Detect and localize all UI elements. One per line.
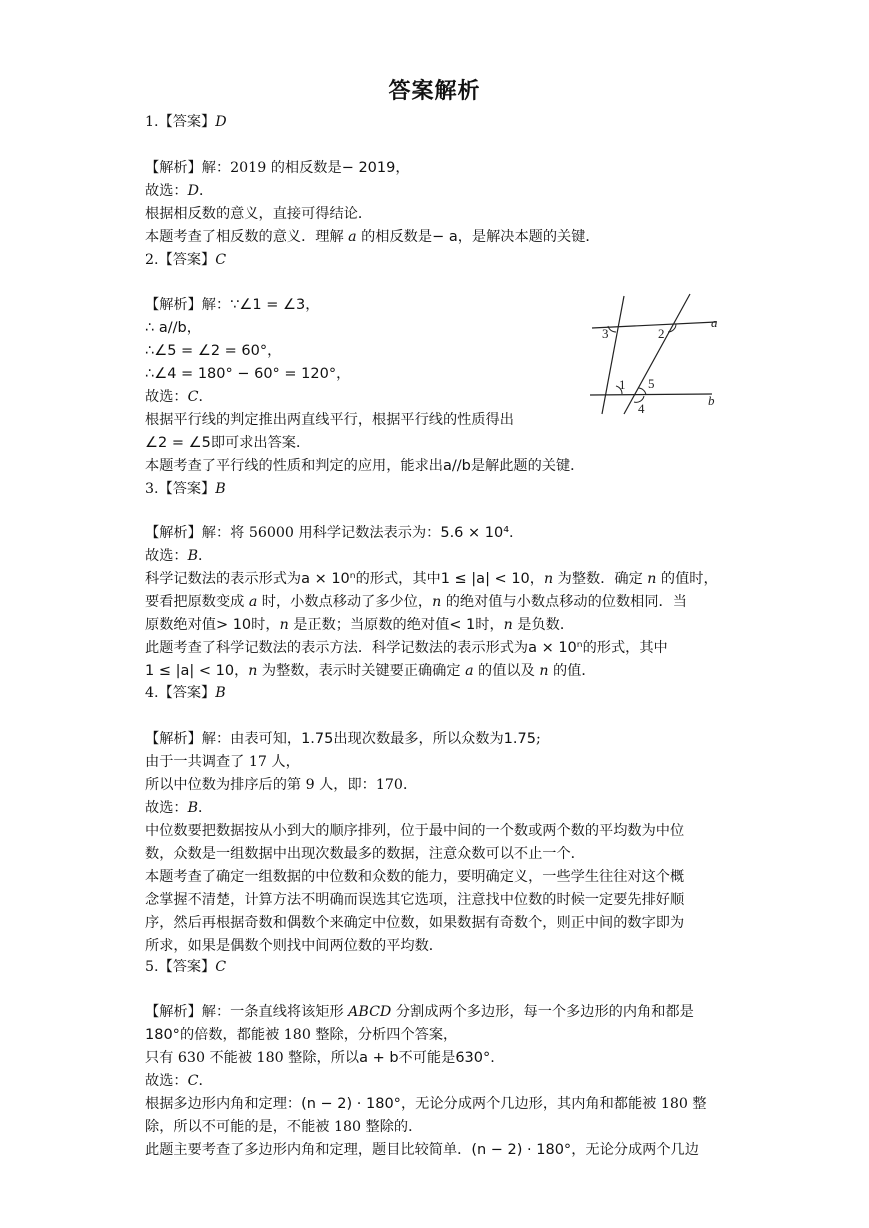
q1-note-line: 根据相反数的意义，直接可得结论． [145, 206, 373, 222]
q4-text: 故选： [145, 800, 188, 816]
q3-math: > 10 [215, 617, 252, 633]
q2-summary-line [145, 456, 584, 476]
q3-analysis-line [145, 523, 514, 543]
q2-text: 是解此题的关键． [470, 458, 585, 474]
q3-text: 的形式，其中 [582, 640, 668, 656]
q3-text: ． [198, 548, 213, 564]
q2-answer-label: 2.【答案】 [145, 252, 216, 268]
angle-label-5: 5 [648, 376, 655, 391]
q3-text: 的绝对值与小数点移动的位数相同．当 [441, 594, 687, 610]
q2-text: 【解析】解： [145, 297, 231, 313]
q5-text: 只有 630 不能被 180 整除，所以 [145, 1050, 360, 1066]
q3-choice: B [187, 548, 199, 564]
q1-math: − a [432, 229, 458, 245]
q2-note-line [145, 433, 310, 453]
q2-answer-line [145, 250, 226, 270]
q3-math: a × 10ⁿ [301, 571, 356, 587]
q3-text: 为整数，表示时关键要正确确定 [257, 663, 466, 679]
transversal-left [602, 296, 624, 414]
q1-answer-value: D [215, 114, 227, 130]
q5-math: (n − 2) · 180° [301, 1096, 401, 1112]
q2-text: ， [336, 366, 351, 382]
q5-text: 根据多边形内角和定理： [145, 1096, 302, 1112]
q5-text: ． [198, 1073, 213, 1089]
q4-note-line: 数，众数是一组数据中出现次数最多的数据，注意众数可以不止一个． [145, 846, 585, 862]
q4-text: 出现次数最多，所以众数为 [333, 731, 504, 747]
q3-var: n [543, 571, 554, 587]
q1-choice: D [187, 183, 199, 199]
q2-step-line [145, 318, 201, 338]
q5-text: ，无论分成两个几边形，其内角和都能被 180 整 [400, 1096, 707, 1112]
q4-answer-line [145, 683, 226, 703]
q5-math: 630° [455, 1050, 491, 1066]
q1-choice-line [145, 181, 213, 201]
q3-text: 时， [475, 617, 504, 633]
q3-text: . [509, 525, 514, 541]
q3-answer-value: B [215, 481, 226, 497]
q5-choice: C [187, 1073, 199, 1089]
q4-summary-line: 序，然后再根据奇数和偶数个来确定中位数，如果数据有奇数个，则正中间的数字即为 [145, 915, 685, 931]
q4-note-line: 中位数要把数据按从小到大的顺序排列，位于最中间的一个数或两个数的平均数为中位 [145, 823, 685, 839]
q5-text: . [490, 1050, 495, 1066]
q3-text: 是负数． [512, 617, 575, 633]
q3-text: 原数绝对值 [145, 617, 216, 633]
angle-label-3: 3 [602, 326, 609, 341]
q4-text: ; [535, 731, 541, 747]
line-label-b: b [708, 393, 715, 408]
q4-answer-value: B [215, 685, 226, 701]
line-a [592, 322, 716, 328]
q2-step-line [145, 364, 350, 384]
q3-var: n [279, 617, 289, 633]
q5-text: 此题主要考查了多边形内角和定理，题目比较简单． [145, 1142, 472, 1158]
q4-math: 1.75 [301, 731, 334, 747]
q3-math: 1 ≤ |a| < 10 [145, 663, 235, 679]
q1-text: ． [198, 183, 214, 199]
q1-text: 【解析】解：2019 的相反数是 [145, 160, 342, 176]
q3-text: 是正数；当原数的绝对值 [288, 617, 450, 633]
q5-summary-line [145, 1140, 699, 1160]
q5-text: 不可能是 [398, 1050, 456, 1066]
q1-math: − 2019 [341, 160, 396, 176]
q4-note-line: 所以中位数为排序后的第 9 人，即：170． [145, 777, 418, 793]
q3-var: a [248, 594, 258, 610]
q3-text: 为整数．确定 [553, 571, 648, 587]
q2-answer-value: C [215, 252, 227, 268]
q2-math: ∠2 = ∠5 [145, 435, 211, 451]
q5-var: ABCD [348, 1004, 392, 1020]
q4-choice: B [187, 800, 199, 816]
q3-text: 要看把原数变成 [145, 594, 249, 610]
q3-answer-line [145, 479, 226, 499]
q3-answer-label: 3.【答案】 [145, 481, 216, 497]
q4-summary-line: 所求，如果是偶数个则找中间两位数的平均数． [145, 938, 443, 954]
q1-var: a [348, 229, 357, 245]
q4-analysis-line [145, 729, 541, 749]
q2-choice-line [145, 387, 213, 407]
q5-text: 故选： [145, 1073, 188, 1089]
q3-var: n [248, 663, 258, 679]
q3-math: < 1 [449, 617, 476, 633]
q4-math: 1.75 [503, 731, 536, 747]
q1-text: 本题考查了相反数的意义．理解 [145, 229, 349, 245]
q1-text: ，是解决本题的关键． [457, 229, 600, 245]
q2-text: ， [267, 343, 282, 359]
page-title: 答案解析 [388, 79, 481, 104]
q4-answer-label: 4.【答案】 [145, 685, 216, 701]
q5-note-line [145, 1094, 707, 1114]
q3-var: n [539, 663, 549, 679]
q1-summary-line [145, 227, 600, 247]
q5-answer-value: C [215, 959, 227, 975]
q2-text: ， [305, 297, 320, 313]
q4-text: 【解析】解：由表可知， [145, 731, 302, 747]
q5-text: 的倍数，都能被 180 整除，分析四个答案， [179, 1027, 458, 1043]
q3-text: 的形式，其中 [355, 571, 441, 587]
line-b [590, 394, 712, 395]
q3-summary-line [145, 638, 668, 658]
angle-label-4: 4 [638, 401, 645, 416]
q2-step-line [145, 341, 281, 361]
q3-note-line [145, 592, 687, 612]
q3-text: 【解析】解：将 56000 用科学记数法表示为： [145, 525, 441, 541]
q5-analysis-line [145, 1002, 694, 1022]
q5-note-line: 除，所以不可能的是，不能被 180 整除的． [145, 1119, 423, 1135]
q5-text: 分割成两个多边形，每一个多边形的内角和都是 [391, 1004, 694, 1020]
q3-var: n [647, 571, 657, 587]
angle-label-2: 2 [658, 326, 665, 341]
q5-choice-line [145, 1071, 213, 1091]
q5-math: a + b [359, 1050, 399, 1066]
q5-answer-line [145, 957, 226, 977]
q5-text: 【解析】解：一条直线将该矩形 [145, 1004, 349, 1020]
q3-math: 5.6 × 10⁴ [440, 525, 510, 541]
q2-text: 故选： [145, 389, 188, 405]
q3-text: ， [529, 571, 544, 587]
q3-var: n [503, 617, 513, 633]
q3-var: n [432, 594, 442, 610]
q3-text: 时， [251, 617, 280, 633]
q1-answer-line [145, 112, 227, 132]
transversal-right [624, 294, 690, 414]
q2-note-line: 根据平行线的判定推出两直线平行，根据平行线的性质得出 [145, 412, 514, 428]
angle-label-1: 1 [619, 377, 626, 392]
q3-text: 的值． [548, 663, 596, 679]
q3-note-line [145, 615, 574, 635]
q4-choice-line [145, 798, 212, 818]
q3-choice-line [145, 546, 212, 566]
q3-text: 科学记数法的表示形式为 [145, 571, 302, 587]
q4-note-line: 由于一共调查了 17 人， [145, 754, 300, 770]
q2-text: ， [186, 320, 201, 336]
q5-note-line [145, 1048, 495, 1068]
q5-answer-label: 5.【答案】 [145, 959, 216, 975]
q5-math: 180° [145, 1027, 180, 1043]
q5-math: (n − 2) · 180° [471, 1142, 572, 1158]
q3-text: 的值以及 [473, 663, 540, 679]
q4-summary-line: 念掌握不清楚，计算方法不明确而误选其它选项，注意找中位数的时候一定要先排好顺 [145, 892, 685, 908]
q4-text: ． [198, 800, 213, 816]
q3-math: a × 10ⁿ [528, 640, 583, 656]
q3-var: a [465, 663, 474, 679]
q2-text: ． [198, 389, 213, 405]
q3-note-line [145, 569, 718, 589]
q2-choice: C [187, 389, 199, 405]
q1-answer-label: 1.【答案】 [145, 114, 216, 130]
q5-note-line [145, 1025, 457, 1045]
q2-math: a//b [442, 458, 471, 474]
parallel-lines-figure [586, 292, 726, 416]
q2-analysis-line [145, 295, 319, 315]
q3-text: 时，小数点移动了多少位， [257, 594, 433, 610]
q3-text: 的值时， [656, 571, 718, 587]
q1-text: 故选： [145, 183, 188, 199]
q2-math: ∴∠4 = 180° − 60° = 120° [145, 366, 337, 382]
q3-text: ， [234, 663, 249, 679]
q3-text: 故选： [145, 548, 188, 564]
q2-text: 本题考查了平行线的性质和判定的应用，能求出 [145, 458, 443, 474]
q1-analysis-line [145, 158, 410, 178]
line-label-a: a [711, 315, 718, 330]
q5-text: ，无论分成两个几边 [571, 1142, 699, 1158]
q3-summary-line [145, 661, 596, 681]
q4-summary-line: 本题考查了确定一组数据的中位数和众数的能力，要明确定义，一些学生往往对这个概 [145, 869, 685, 885]
q1-text: ， [395, 160, 410, 176]
q2-math: ∴∠5 = ∠2 = 60° [145, 343, 268, 359]
q1-text: 的相反数是 [356, 229, 433, 245]
q2-math: ∴ a//b [145, 320, 187, 336]
angle-arc-5 [638, 388, 646, 395]
q3-text: 此题考查了科学记数法的表示方法．科学记数法的表示形式为 [145, 640, 529, 656]
q2-text: 即可求出答案． [210, 435, 311, 451]
q3-math: 1 ≤ |a| < 10 [440, 571, 530, 587]
q2-math: ∵∠1 = ∠3 [230, 297, 306, 313]
